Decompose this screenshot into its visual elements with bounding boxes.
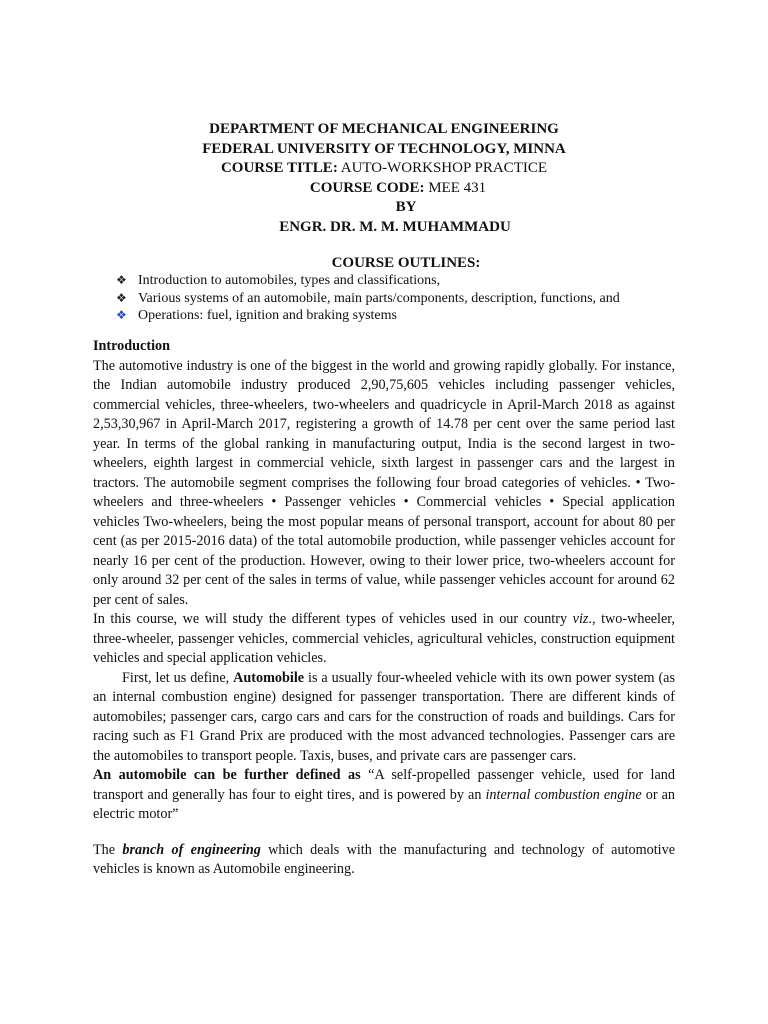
p2-viz-italic: viz (572, 611, 589, 627)
course-title-line (0, 159, 768, 179)
document-body (93, 337, 675, 880)
intro-paragraph-3 (93, 669, 675, 767)
outline-item (116, 272, 620, 290)
introduction-heading: Introduction (93, 338, 170, 354)
p5-text-start: The (93, 841, 123, 858)
department-name: DEPARTMENT OF MECHANICAL ENGINEERING (209, 121, 559, 137)
by-label: BY (395, 199, 417, 215)
branch-of-engineering-term: branch of engineering (122, 841, 261, 858)
diamond-bullet-icon: ❖ (116, 290, 127, 305)
document-header (0, 120, 768, 237)
outline-item-text: Introduction to automobiles, types and classifications, (138, 273, 441, 288)
intro-paragraph-1: The automotive industry is one of the biggest in the world and growing rapidly globally. For instance, the Indian automobile industry produced 2,90,75,605 vehicles including passenger vehicles, commercial vehicles, three-wheelers, two-wheelers and quadricycle in April-March 2018 as against 2,53,30,967 in April-March 2017, registering a growth of 14.78 per cent over the same period last year. In terms of the global ranking in manufacturing output, India is the second largest in two-wheelers, eighth largest in commercial vehicle, sixth largest in passenger cars and the largest in tractors. The automobile segment comprises the following four broad categories of vehicles. • Two-wheelers and three-wheelers • Passenger vehicles • Commercial vehicles • Special application vehicles Two-wheelers, being the most popular means of personal transport, account for about 80 per cent (as per 2015-2016 data) of the total automobile production, while passenger vehicles account for nearly 16 per cent of the production. However, owing to their lower price, two-wheelers account for only around 32 per cent of the sales in terms of value, while passenger vehicles account for around 62 per cent of sales. (93, 357, 675, 608)
p3-text-after: is a usually four-wheeled vehicle with its own power system (as an internal combustion engine) designed for passenger transportation. There are different kinds of automobiles; passenger cars, cargo cars and cars for the construction of roads and buildings. Cars for racing such as F1 Grand Prix are produced with the most advanced technologies. Passenger cars are the automobiles to transport people. Taxis, buses, and private cars are passenger cars. (93, 669, 675, 764)
internal-combustion-term: internal combustion engine (485, 786, 642, 803)
university-name: FEDERAL UNIVERSITY OF TECHNOLOGY, MINNA (202, 140, 566, 157)
intro-paragraph-4 (93, 766, 675, 825)
definition-lead: An automobile can be further defined as (93, 767, 361, 783)
outline-item (116, 290, 620, 308)
intro-paragraph-2 (93, 610, 675, 669)
course-code-label: COURSE CODE: (309, 179, 425, 196)
course-title-value: AUTO-WORKSHOP PRACTICE (340, 160, 548, 176)
course-title-label: COURSE TITLE: (220, 160, 338, 176)
course-code-value: MEE 431 (428, 179, 487, 196)
course-outlines-list (116, 272, 620, 325)
p2-text-after: ., two-wheeler, three-wheeler, passenger vehicles, commercial vehicles, agricultural vehicles, construction equipment vehicles and special application vehicles. (93, 611, 675, 666)
definition-quote-end: or an electric motor” (93, 786, 675, 822)
diamond-bullet-icon: ❖ (116, 273, 127, 287)
outline-item (116, 307, 620, 325)
intro-paragraph-5 (93, 841, 675, 880)
outline-item-text: Various systems of an automobile, main parts/components, description, functions, and (138, 290, 620, 306)
p5-text-end: which deals with the manufacturing and technology of automotive vehicles is known as Automobile engineering. (93, 841, 676, 877)
outline-item-text: Operations: fuel, ignition and braking systems (138, 308, 397, 323)
p2-text-before: In this course, we will study the different types of vehicles used in our country (93, 611, 573, 627)
course-outlines-title: COURSE OUTLINES: (331, 255, 481, 271)
automobile-term: Automobile (233, 669, 305, 686)
author-name: ENGR. DR. M. M. MUHAMMADU (279, 218, 511, 235)
p3-text-before: First, let us define, (122, 669, 234, 686)
diamond-bullet-icon: ❖ (116, 308, 127, 322)
course-code-line (0, 179, 768, 199)
definition-quote: “A self-propelled passenger vehicle, used for land transport and generally has four to eight tires, and is powered by an (93, 767, 675, 803)
